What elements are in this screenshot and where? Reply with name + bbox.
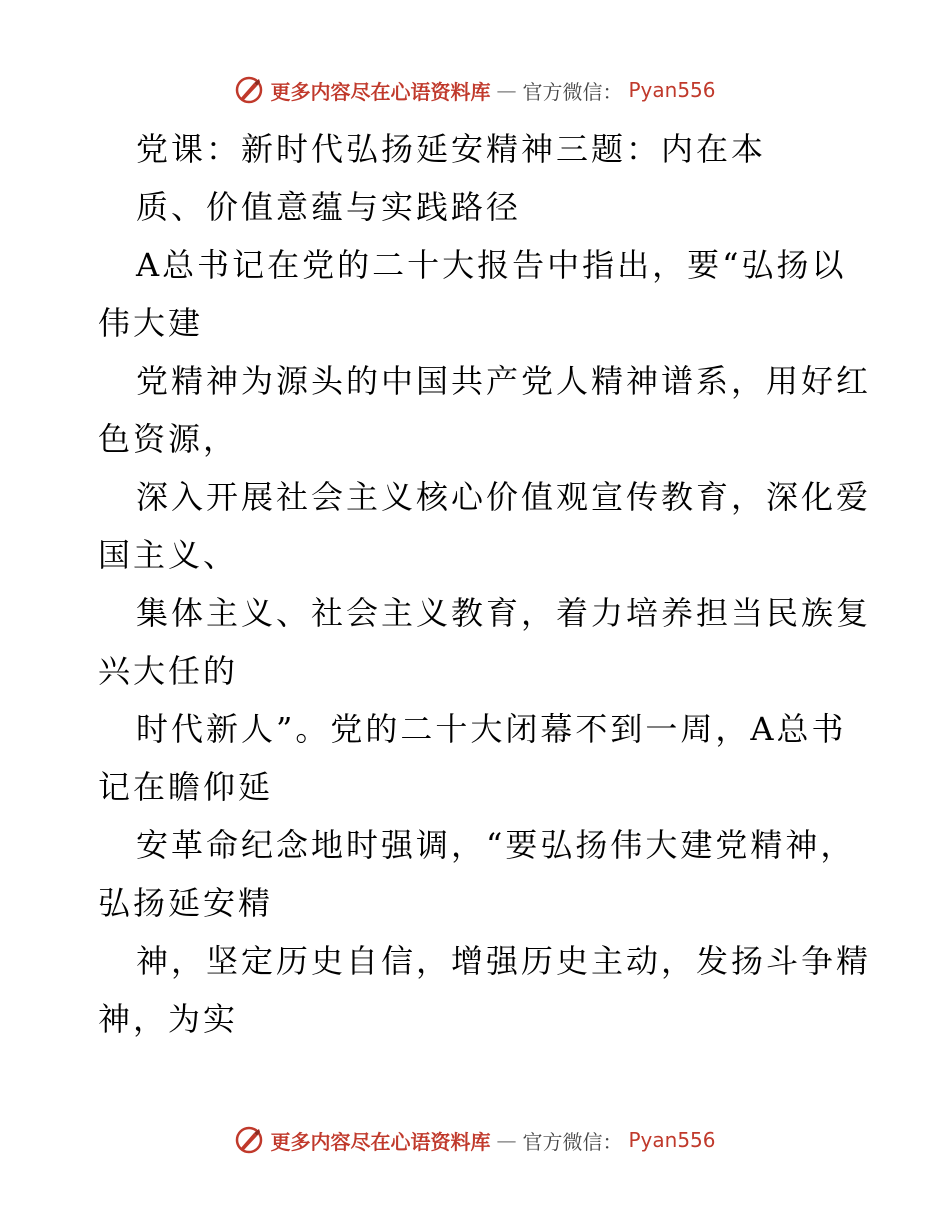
body-line: 记在瞻仰延 <box>98 768 274 806</box>
watermark-dash: — <box>496 1128 517 1152</box>
title-line: 党课：新时代弘扬延安精神三题：内在本 <box>136 130 767 168</box>
body-line: 伟大建 <box>98 304 204 342</box>
watermark-text: 更多内容尽在心语资料库 <box>270 79 491 104</box>
body-line: 弘扬延安精 <box>98 884 274 922</box>
body-line: 神，为实 <box>98 1000 239 1038</box>
body-line: 时代新人”。党的二十大闭幕不到一周，A总书 <box>136 710 847 748</box>
body-paragraph <box>98 236 872 1048</box>
quill-seal-icon <box>234 1125 264 1155</box>
watermark-label: 官方微信： <box>522 1129 623 1154</box>
body-line: A总书记在党的二十大报告中指出，要“弘扬以 <box>136 246 847 284</box>
body-line: 党精神为源头的中国共产党人精神谱系，用好红 <box>136 362 872 400</box>
document-body <box>98 120 872 1048</box>
watermark-dash: — <box>496 78 517 102</box>
footer-watermark <box>0 1120 950 1160</box>
body-line: 兴大任的 <box>98 652 239 690</box>
body-line: 深入开展社会主义核心价值观宣传教育，深化爱 <box>136 478 872 516</box>
body-line: 集体主义、社会主义教育，着力培养担当民族复 <box>136 594 872 632</box>
watermark-label: 官方微信： <box>522 79 623 104</box>
quill-seal-icon <box>234 75 264 105</box>
watermark-wechat-id: Pyan556 <box>628 1128 716 1152</box>
body-line: 国主义、 <box>98 536 239 574</box>
body-line: 安革命纪念地时强调，“要弘扬伟大建党精神， <box>136 826 856 864</box>
body-line: 神，坚定历史自信，增强历史主动，发扬斗争精 <box>136 942 872 980</box>
watermark-text: 更多内容尽在心语资料库 <box>270 1129 491 1154</box>
watermark-wechat-id: Pyan556 <box>628 78 716 102</box>
body-line: 色资源， <box>98 420 239 458</box>
title-line: 质、价值意蕴与实践路径 <box>136 188 522 226</box>
header-watermark <box>0 70 950 110</box>
